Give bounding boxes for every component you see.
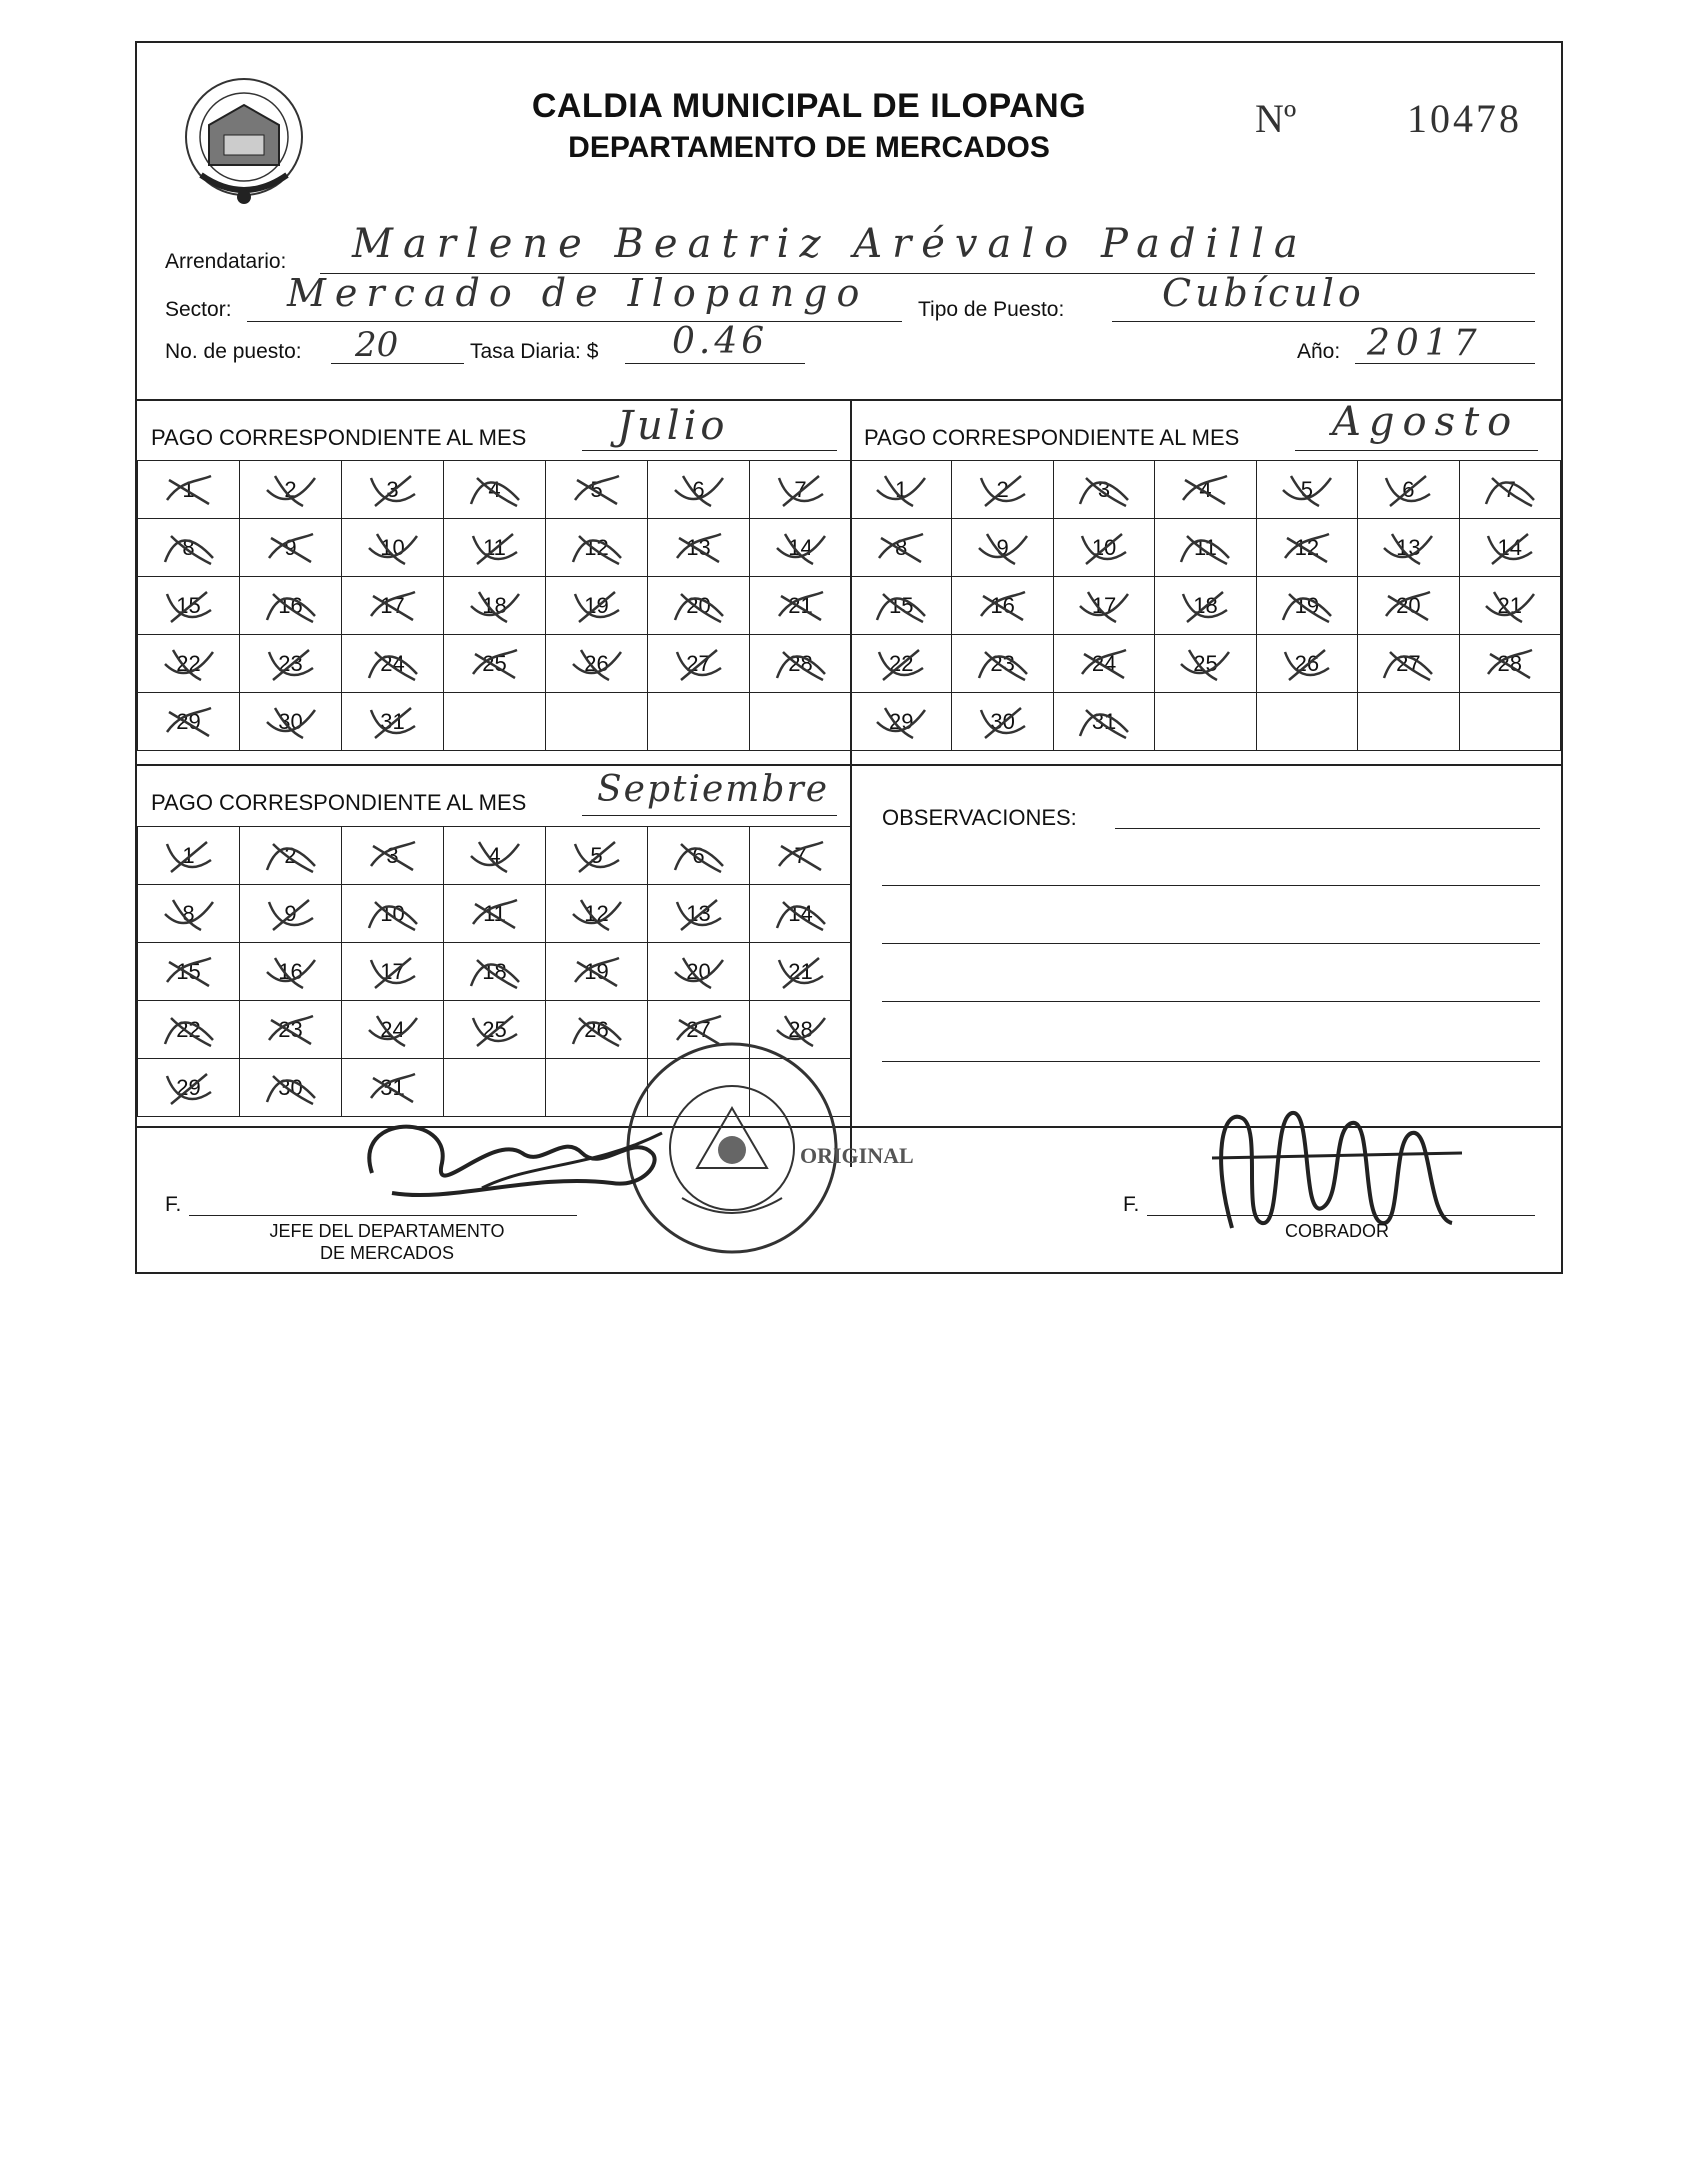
day-cell-31[interactable] <box>1053 693 1154 751</box>
sig-left-prefix: F. <box>165 1193 182 1216</box>
day-number: 10 <box>380 534 405 560</box>
day-number: 6 <box>1402 476 1415 502</box>
day-number: 7 <box>794 476 807 502</box>
calendar-row <box>851 461 1561 519</box>
puesto-label: No. de puesto: <box>165 340 302 363</box>
calendar-julio <box>137 460 852 751</box>
day-cell-7[interactable] <box>750 461 852 519</box>
day-cell-25[interactable] <box>444 1001 546 1059</box>
month-julio-value[interactable]: Julio <box>617 403 729 449</box>
day-number: 28 <box>788 1016 813 1042</box>
day-cell-4[interactable] <box>444 827 546 885</box>
day-number: 22 <box>176 1016 201 1042</box>
tasa-value[interactable]: 0.46 <box>672 321 769 362</box>
day-number: 7 <box>1503 476 1516 502</box>
day-number: 26 <box>584 1016 609 1042</box>
observaciones-line-3[interactable] <box>882 1001 1540 1002</box>
day-number: 17 <box>380 958 405 984</box>
day-cell-7[interactable] <box>1459 461 1560 519</box>
day-cell-31[interactable] <box>342 693 444 751</box>
day-cell-6[interactable] <box>648 827 750 885</box>
day-number: 18 <box>482 592 507 618</box>
day-cell-5[interactable] <box>1256 461 1357 519</box>
day-number: 11 <box>483 900 506 926</box>
month-julio-line <box>582 450 837 451</box>
day-cell-19[interactable] <box>1256 577 1357 635</box>
day-cell-29[interactable] <box>138 1059 240 1117</box>
day-cell-10[interactable] <box>1053 519 1154 577</box>
day-cell-8[interactable] <box>138 885 240 943</box>
day-cell-3[interactable] <box>342 827 444 885</box>
day-number: 22 <box>176 650 201 676</box>
day-cell-24[interactable] <box>342 635 444 693</box>
day-number: 23 <box>990 650 1015 676</box>
day-number: 2 <box>996 476 1009 502</box>
day-number: 1 <box>895 476 908 502</box>
month-septiembre-value[interactable]: Septiembre <box>597 769 829 810</box>
day-cell-27[interactable] <box>648 635 750 693</box>
day-number: 15 <box>176 958 201 984</box>
day-cell-18[interactable] <box>1155 577 1256 635</box>
month-septiembre-label: PAGO CORRESPONDIENTE AL MES <box>151 790 527 815</box>
anio-value[interactable]: 2017 <box>1367 323 1483 364</box>
day-number: 8 <box>182 534 195 560</box>
day-cell-24[interactable] <box>1053 635 1154 693</box>
day-number: 30 <box>278 1074 303 1100</box>
day-number: 29 <box>176 708 201 734</box>
day-cell-6[interactable] <box>1358 461 1459 519</box>
day-cell-25[interactable] <box>444 635 546 693</box>
day-number: 21 <box>788 958 813 984</box>
day-cell-6[interactable] <box>648 461 750 519</box>
day-number: 15 <box>176 592 201 618</box>
month-julio-label: PAGO CORRESPONDIENTE AL MES <box>151 425 527 450</box>
day-cell-21[interactable] <box>750 943 852 1001</box>
puesto-value[interactable]: 20 <box>355 325 399 365</box>
day-cell-2[interactable] <box>240 461 342 519</box>
day-cell-12[interactable] <box>546 519 648 577</box>
sig-right-prefix: F. <box>1123 1193 1140 1216</box>
day-cell-2[interactable] <box>240 827 342 885</box>
calendar-row <box>138 885 852 943</box>
day-number: 17 <box>380 592 405 618</box>
day-cell-22[interactable] <box>851 635 952 693</box>
empty-cell <box>546 693 648 751</box>
day-number: 19 <box>1294 592 1320 618</box>
day-number: 4 <box>488 476 501 502</box>
day-number: 23 <box>278 650 303 676</box>
day-number: 6 <box>692 842 705 868</box>
day-number: 29 <box>176 1074 201 1100</box>
tipo-puesto-line <box>1112 321 1535 322</box>
day-number: 13 <box>686 534 711 560</box>
day-number: 27 <box>686 650 711 676</box>
day-cell-26[interactable] <box>546 635 648 693</box>
day-cell-5[interactable] <box>546 461 648 519</box>
calendar-row <box>138 693 852 751</box>
day-cell-30[interactable] <box>952 693 1053 751</box>
day-number: 9 <box>284 534 297 560</box>
month-septiembre-line <box>582 815 837 816</box>
day-cell-18[interactable] <box>444 943 546 1001</box>
day-cell-15[interactable] <box>138 943 240 1001</box>
observaciones-label: OBSERVACIONES: <box>882 805 1077 830</box>
day-cell-16[interactable] <box>240 577 342 635</box>
day-cell-20[interactable] <box>648 577 750 635</box>
day-number: 26 <box>1294 650 1320 676</box>
day-cell-4[interactable] <box>444 461 546 519</box>
day-number: 11 <box>483 534 506 560</box>
day-number: 18 <box>1193 592 1218 618</box>
day-cell-30[interactable] <box>240 1059 342 1117</box>
tipo-puesto-value[interactable]: Cubículo <box>1162 271 1365 315</box>
day-cell-13[interactable] <box>648 519 750 577</box>
day-cell-23[interactable] <box>952 635 1053 693</box>
day-number: 29 <box>888 708 914 734</box>
observaciones-line-4[interactable] <box>882 1061 1540 1062</box>
sig-left-line[interactable] <box>189 1215 577 1216</box>
day-cell-21[interactable] <box>1459 577 1560 635</box>
day-cell-20[interactable] <box>1358 577 1459 635</box>
day-cell-1[interactable] <box>851 461 952 519</box>
calendar-row <box>851 693 1561 751</box>
empty-cell <box>1358 693 1459 751</box>
day-cell-3[interactable] <box>342 461 444 519</box>
day-cell-14[interactable] <box>1459 519 1560 577</box>
day-number: 14 <box>1497 534 1522 560</box>
day-number: 8 <box>895 534 908 560</box>
day-number: 31 <box>1091 708 1117 734</box>
day-number: 25 <box>482 650 507 676</box>
day-number: 4 <box>1199 476 1212 502</box>
day-number: 30 <box>990 708 1015 734</box>
day-cell-18[interactable] <box>444 577 546 635</box>
form-subtitle: DEPARTAMENTO DE MERCADOS <box>568 131 1050 164</box>
day-number: 9 <box>996 534 1009 560</box>
day-number: 3 <box>386 476 399 502</box>
day-cell-25[interactable] <box>1155 635 1256 693</box>
calendar-row <box>851 519 1561 577</box>
calendar-agosto <box>850 460 1561 751</box>
empty-cell <box>1459 693 1560 751</box>
day-cell-19[interactable] <box>546 943 648 1001</box>
tasa-label: Tasa Diaria: $ <box>470 340 599 363</box>
day-cell-16[interactable] <box>240 943 342 1001</box>
day-cell-29[interactable] <box>138 693 240 751</box>
day-number: 12 <box>584 900 609 926</box>
day-number: 25 <box>482 1016 507 1042</box>
day-number: 20 <box>1396 592 1421 618</box>
day-number: 24 <box>380 650 405 676</box>
day-cell-29[interactable] <box>851 693 952 751</box>
day-cell-11[interactable] <box>1155 519 1256 577</box>
day-number: 2 <box>284 476 297 502</box>
observaciones-line-2[interactable] <box>882 943 1540 944</box>
day-number: 9 <box>284 900 297 926</box>
day-cell-26[interactable] <box>1256 635 1357 693</box>
day-number: 15 <box>888 592 914 618</box>
arrendatario-label: Arrendatario: <box>165 250 287 273</box>
empty-cell <box>444 693 546 751</box>
day-number: 27 <box>686 1016 711 1042</box>
signature-jefe-icon <box>332 1093 692 1213</box>
day-number: 12 <box>1294 534 1320 560</box>
calendar-row <box>138 519 852 577</box>
day-number: 28 <box>1497 650 1522 676</box>
day-number: 8 <box>182 900 195 926</box>
form-number: 10478 <box>1407 96 1522 141</box>
day-number: 24 <box>380 1016 405 1042</box>
day-cell-9[interactable] <box>240 885 342 943</box>
day-cell-15[interactable] <box>138 577 240 635</box>
day-cell-13[interactable] <box>1358 519 1459 577</box>
day-cell-3[interactable] <box>1053 461 1154 519</box>
day-cell-11[interactable] <box>444 885 546 943</box>
day-cell-8[interactable] <box>138 519 240 577</box>
month-agosto-line <box>1295 450 1538 451</box>
day-number: 18 <box>482 958 507 984</box>
day-cell-9[interactable] <box>952 519 1053 577</box>
tasa-line <box>625 363 805 364</box>
day-number: 23 <box>278 1016 303 1042</box>
day-number: 31 <box>380 708 405 734</box>
day-number: 30 <box>278 708 303 734</box>
day-number: 20 <box>686 592 711 618</box>
day-cell-15[interactable] <box>851 577 952 635</box>
day-cell-17[interactable] <box>1053 577 1154 635</box>
day-number: 21 <box>788 592 813 618</box>
day-cell-20[interactable] <box>648 943 750 1001</box>
day-cell-2[interactable] <box>952 461 1053 519</box>
day-number: 10 <box>1091 534 1117 560</box>
sig-left-title-1: JEFE DEL DEPARTAMENTO <box>269 1221 505 1241</box>
day-number: 5 <box>590 842 603 868</box>
day-cell-9[interactable] <box>240 519 342 577</box>
day-number: 6 <box>692 476 705 502</box>
day-cell-17[interactable] <box>342 943 444 1001</box>
arrendatario-value[interactable]: Marlene Beatriz Arévalo Padilla <box>352 221 1308 267</box>
empty-cell <box>1256 693 1357 751</box>
anio-label: Año: <box>1297 340 1341 363</box>
divider-mid <box>137 764 1561 766</box>
day-number: 3 <box>386 842 399 868</box>
day-cell-16[interactable] <box>952 577 1053 635</box>
day-number: 12 <box>584 534 609 560</box>
day-cell-12[interactable] <box>546 885 648 943</box>
day-cell-14[interactable] <box>750 885 852 943</box>
day-cell-13[interactable] <box>648 885 750 943</box>
calendar-row <box>138 635 852 693</box>
day-number: 11 <box>1194 534 1217 560</box>
day-number: 13 <box>686 900 711 926</box>
day-cell-23[interactable] <box>240 635 342 693</box>
day-number: 14 <box>788 534 813 560</box>
calendar-row <box>138 577 852 635</box>
day-cell-28[interactable] <box>1459 635 1560 693</box>
calendar-row <box>138 461 852 519</box>
empty-cell <box>648 693 750 751</box>
day-cell-22[interactable] <box>138 1001 240 1059</box>
day-number: 21 <box>1497 592 1522 618</box>
empty-cell <box>750 693 852 751</box>
payment-card <box>135 41 1563 1274</box>
day-number: 22 <box>888 650 914 676</box>
day-cell-8[interactable] <box>851 519 952 577</box>
day-cell-11[interactable] <box>444 519 546 577</box>
number-label: Nº <box>1255 96 1297 141</box>
form-title: CALDIA MUNICIPAL DE ILOPANG <box>531 87 1087 125</box>
day-cell-24[interactable] <box>342 1001 444 1059</box>
day-number: 27 <box>1396 650 1421 676</box>
sig-left-title-2: DE MERCADOS <box>319 1243 454 1263</box>
sector-label: Sector: <box>165 298 232 321</box>
observaciones-line-1[interactable] <box>882 885 1540 886</box>
signature-cobrador-icon <box>1202 1098 1472 1238</box>
day-number: 2 <box>284 842 297 868</box>
day-cell-7[interactable] <box>750 827 852 885</box>
day-number: 26 <box>584 650 609 676</box>
day-number: 16 <box>278 592 303 618</box>
original-stamp-text: ORIGINAL <box>800 1143 914 1168</box>
day-number: 14 <box>788 900 813 926</box>
day-number: 25 <box>1193 650 1218 676</box>
day-cell-19[interactable] <box>546 577 648 635</box>
day-cell-12[interactable] <box>1256 519 1357 577</box>
day-number: 3 <box>1097 476 1111 502</box>
calendar-row <box>138 827 852 885</box>
observaciones-line-0[interactable] <box>1115 828 1540 829</box>
sig-right-title: COBRADOR <box>1284 1221 1389 1241</box>
day-number: 10 <box>380 900 405 926</box>
day-number: 16 <box>278 958 303 984</box>
month-agosto-value[interactable]: Agosto <box>1332 399 1520 445</box>
day-number: 16 <box>990 592 1015 618</box>
day-cell-22[interactable] <box>138 635 240 693</box>
day-number: 7 <box>794 842 807 868</box>
month-agosto-label: PAGO CORRESPONDIENTE AL MES <box>864 425 1240 450</box>
day-number: 28 <box>788 650 813 676</box>
day-cell-1[interactable] <box>138 461 240 519</box>
day-cell-1[interactable] <box>138 827 240 885</box>
day-cell-30[interactable] <box>240 693 342 751</box>
day-number: 5 <box>1300 476 1314 502</box>
sector-value[interactable]: Mercado de Ilopango <box>287 271 869 315</box>
day-number: 5 <box>590 476 603 502</box>
calendar-row <box>851 577 1561 635</box>
day-cell-5[interactable] <box>546 827 648 885</box>
day-cell-10[interactable] <box>342 519 444 577</box>
sector-line <box>247 321 902 322</box>
day-number: 20 <box>686 958 711 984</box>
day-cell-10[interactable] <box>342 885 444 943</box>
day-cell-28[interactable] <box>750 635 852 693</box>
day-cell-27[interactable] <box>1358 635 1459 693</box>
day-number: 31 <box>380 1074 405 1100</box>
day-number: 19 <box>584 592 609 618</box>
day-number: 17 <box>1091 592 1117 618</box>
day-cell-23[interactable] <box>240 1001 342 1059</box>
day-number: 13 <box>1396 534 1421 560</box>
day-number: 4 <box>488 842 501 868</box>
day-cell-4[interactable] <box>1155 461 1256 519</box>
day-number: 1 <box>182 842 195 868</box>
day-number: 19 <box>584 958 609 984</box>
day-number: 24 <box>1091 650 1117 676</box>
empty-cell <box>1155 693 1256 751</box>
calendar-row <box>851 635 1561 693</box>
day-cell-21[interactable] <box>750 577 852 635</box>
sig-right-line[interactable] <box>1147 1215 1535 1216</box>
day-cell-14[interactable] <box>750 519 852 577</box>
day-number: 1 <box>182 476 195 502</box>
calendar-row <box>138 943 852 1001</box>
day-cell-17[interactable] <box>342 577 444 635</box>
tipo-puesto-label: Tipo de Puesto: <box>918 298 1065 321</box>
